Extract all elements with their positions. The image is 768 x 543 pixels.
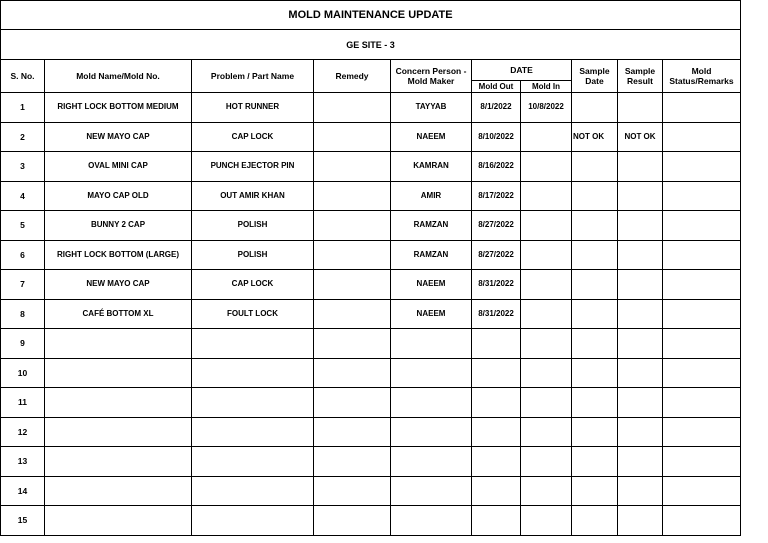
cell-sample-date: [572, 211, 618, 241]
cell-mold-status: [663, 417, 741, 447]
header-problem: Problem / Part Name: [192, 60, 314, 93]
cell-mold-out: 8/1/2022: [472, 93, 521, 123]
cell-mold-status: [663, 122, 741, 152]
cell-mold-in: [521, 447, 572, 477]
cell-remedy: [314, 417, 391, 447]
cell-mold-status: [663, 329, 741, 359]
cell-remedy: [314, 299, 391, 329]
cell-sno: 4: [1, 181, 45, 211]
cell-mold-name: RIGHT LOCK BOTTOM (LARGE): [45, 240, 192, 270]
cell-mold-name: MAYO CAP OLD: [45, 181, 192, 211]
cell-remedy: [314, 476, 391, 506]
cell-mold-name: [45, 476, 192, 506]
cell-problem: CAP LOCK: [192, 122, 314, 152]
cell-sample-result: [618, 447, 663, 477]
cell-mold-in: [521, 211, 572, 241]
cell-mold-name: OVAL MINI CAP: [45, 152, 192, 182]
table-row: [1, 122, 741, 152]
cell-problem: FOULT LOCK: [192, 299, 314, 329]
cell-mold-in: [521, 358, 572, 388]
cell-remedy: [314, 270, 391, 300]
cell-mold-in: [521, 388, 572, 418]
cell-mold-out: 8/27/2022: [472, 211, 521, 241]
cell-sample-date: [572, 240, 618, 270]
cell-sample-date: [572, 93, 618, 123]
cell-sno: 8: [1, 299, 45, 329]
cell-sno: 7: [1, 270, 45, 300]
cell-mold-out: [472, 506, 521, 536]
cell-mold-in: [521, 240, 572, 270]
cell-concern-person: [391, 358, 472, 388]
cell-sample-result: [618, 181, 663, 211]
cell-sample-date: [572, 181, 618, 211]
cell-mold-in: [521, 329, 572, 359]
cell-mold-out: 8/10/2022: [472, 122, 521, 152]
cell-sample-result: [618, 211, 663, 241]
sheet-title: MOLD MAINTENANCE UPDATE: [1, 1, 741, 30]
cell-sno: 15: [1, 506, 45, 536]
cell-mold-in: [521, 506, 572, 536]
cell-sample-result: [618, 388, 663, 418]
cell-problem: [192, 476, 314, 506]
cell-mold-name: [45, 329, 192, 359]
cell-remedy: [314, 240, 391, 270]
table-row: [1, 270, 741, 300]
cell-concern-person: [391, 506, 472, 536]
table-row: [1, 181, 741, 211]
cell-mold-in: [521, 152, 572, 182]
cell-mold-status: [663, 93, 741, 123]
cell-remedy: [314, 181, 391, 211]
header-mold-name: Mold Name/Mold No.: [45, 60, 192, 93]
cell-problem: [192, 447, 314, 477]
cell-remedy: [314, 122, 391, 152]
cell-concern-person: KAMRAN: [391, 152, 472, 182]
table-row: [1, 506, 741, 536]
cell-concern-person: [391, 417, 472, 447]
cell-mold-out: 8/31/2022: [472, 299, 521, 329]
table-row: [1, 358, 741, 388]
cell-sample-result: [618, 93, 663, 123]
cell-sample-result: NOT OK: [618, 122, 663, 152]
cell-mold-name: [45, 447, 192, 477]
header-mold-in: Mold In: [521, 81, 572, 93]
cell-mold-out: [472, 476, 521, 506]
cell-problem: CAP LOCK: [192, 270, 314, 300]
cell-sno: 11: [1, 388, 45, 418]
cell-mold-status: [663, 181, 741, 211]
table-row: [1, 240, 741, 270]
cell-concern-person: NAEEM: [391, 122, 472, 152]
cell-mold-in: [521, 299, 572, 329]
cell-mold-name: NEW MAYO CAP: [45, 122, 192, 152]
cell-mold-name: [45, 506, 192, 536]
table-row: [1, 388, 741, 418]
cell-mold-in: [521, 181, 572, 211]
cell-problem: POLISH: [192, 240, 314, 270]
cell-problem: HOT RUNNER: [192, 93, 314, 123]
cell-sno: 5: [1, 211, 45, 241]
cell-mold-status: [663, 152, 741, 182]
cell-sno: 3: [1, 152, 45, 182]
cell-remedy: [314, 93, 391, 123]
cell-mold-in: [521, 122, 572, 152]
cell-mold-out: 8/31/2022: [472, 270, 521, 300]
cell-sample-date: [572, 388, 618, 418]
cell-sno: 1: [1, 93, 45, 123]
table-row: [1, 476, 741, 506]
cell-sample-result: [618, 270, 663, 300]
cell-sample-result: [618, 358, 663, 388]
cell-concern-person: AMIR: [391, 181, 472, 211]
table-row: [1, 299, 741, 329]
cell-sample-date: [572, 299, 618, 329]
cell-mold-in: 10/8/2022: [521, 93, 572, 123]
cell-sno: 13: [1, 447, 45, 477]
header-sample-result: Sample Result: [618, 60, 663, 93]
cell-sample-date: NOT OK: [572, 122, 618, 152]
table-row: [1, 93, 741, 123]
cell-sno: 10: [1, 358, 45, 388]
cell-mold-out: [472, 417, 521, 447]
cell-problem: [192, 417, 314, 447]
cell-mold-name: RIGHT LOCK BOTTOM MEDIUM: [45, 93, 192, 123]
table-row: [1, 447, 741, 477]
table-row: [1, 152, 741, 182]
cell-mold-status: [663, 358, 741, 388]
cell-problem: OUT AMIR KHAN: [192, 181, 314, 211]
cell-mold-out: 8/16/2022: [472, 152, 521, 182]
cell-remedy: [314, 447, 391, 477]
cell-remedy: [314, 329, 391, 359]
cell-remedy: [314, 152, 391, 182]
header-date: DATE: [472, 60, 572, 81]
cell-sample-date: [572, 270, 618, 300]
cell-problem: [192, 388, 314, 418]
header-mold-out: Mold Out: [472, 81, 521, 93]
header-mold-status: Mold Status/Remarks: [663, 60, 741, 93]
cell-concern-person: RAMZAN: [391, 240, 472, 270]
cell-mold-out: 8/27/2022: [472, 240, 521, 270]
cell-sample-date: [572, 417, 618, 447]
cell-sample-date: [572, 329, 618, 359]
cell-mold-out: 8/17/2022: [472, 181, 521, 211]
header-concern-person: Concern Person - Mold Maker: [391, 60, 472, 93]
cell-mold-name: [45, 417, 192, 447]
cell-problem: [192, 329, 314, 359]
cell-mold-in: [521, 270, 572, 300]
cell-concern-person: TAYYAB: [391, 93, 472, 123]
cell-mold-status: [663, 506, 741, 536]
cell-problem: PUNCH EJECTOR PIN: [192, 152, 314, 182]
header-remedy: Remedy: [314, 60, 391, 93]
table-row: [1, 211, 741, 241]
cell-mold-name: [45, 358, 192, 388]
cell-sno: 2: [1, 122, 45, 152]
cell-sample-result: [618, 506, 663, 536]
cell-mold-in: [521, 476, 572, 506]
cell-sno: 12: [1, 417, 45, 447]
header-sample-date: Sample Date: [572, 60, 618, 93]
cell-sample-date: [572, 476, 618, 506]
cell-mold-status: [663, 476, 741, 506]
site-name: GE SITE - 3: [1, 30, 741, 60]
cell-problem: POLISH: [192, 211, 314, 241]
cell-sno: 14: [1, 476, 45, 506]
cell-sample-result: [618, 240, 663, 270]
cell-sample-date: [572, 506, 618, 536]
table-row: [1, 417, 741, 447]
cell-sample-date: [572, 447, 618, 477]
cell-mold-status: [663, 447, 741, 477]
cell-concern-person: [391, 476, 472, 506]
cell-mold-status: [663, 240, 741, 270]
cell-sample-date: [572, 152, 618, 182]
cell-mold-in: [521, 417, 572, 447]
cell-remedy: [314, 358, 391, 388]
table-row: [1, 329, 741, 359]
cell-sample-result: [618, 329, 663, 359]
cell-mold-out: [472, 358, 521, 388]
cell-remedy: [314, 388, 391, 418]
cell-mold-name: BUNNY 2 CAP: [45, 211, 192, 241]
cell-mold-out: [472, 388, 521, 418]
cell-mold-status: [663, 388, 741, 418]
cell-concern-person: NAEEM: [391, 299, 472, 329]
cell-sno: 6: [1, 240, 45, 270]
cell-mold-status: [663, 270, 741, 300]
cell-mold-out: [472, 329, 521, 359]
cell-concern-person: NAEEM: [391, 270, 472, 300]
cell-mold-status: [663, 299, 741, 329]
cell-sample-result: [618, 152, 663, 182]
cell-mold-name: [45, 388, 192, 418]
cell-problem: [192, 506, 314, 536]
cell-concern-person: RAMZAN: [391, 211, 472, 241]
header-sno: S. No.: [1, 60, 45, 93]
cell-mold-status: [663, 211, 741, 241]
cell-sample-result: [618, 417, 663, 447]
cell-sample-date: [572, 358, 618, 388]
cell-problem: [192, 358, 314, 388]
cell-sample-result: [618, 476, 663, 506]
cell-remedy: [314, 211, 391, 241]
cell-sno: 9: [1, 329, 45, 359]
cell-mold-name: NEW MAYO CAP: [45, 270, 192, 300]
cell-concern-person: [391, 329, 472, 359]
cell-concern-person: [391, 447, 472, 477]
cell-sample-result: [618, 299, 663, 329]
cell-remedy: [314, 506, 391, 536]
cell-concern-person: [391, 388, 472, 418]
cell-mold-name: CAFÉ BOTTOM XL: [45, 299, 192, 329]
cell-mold-out: [472, 447, 521, 477]
